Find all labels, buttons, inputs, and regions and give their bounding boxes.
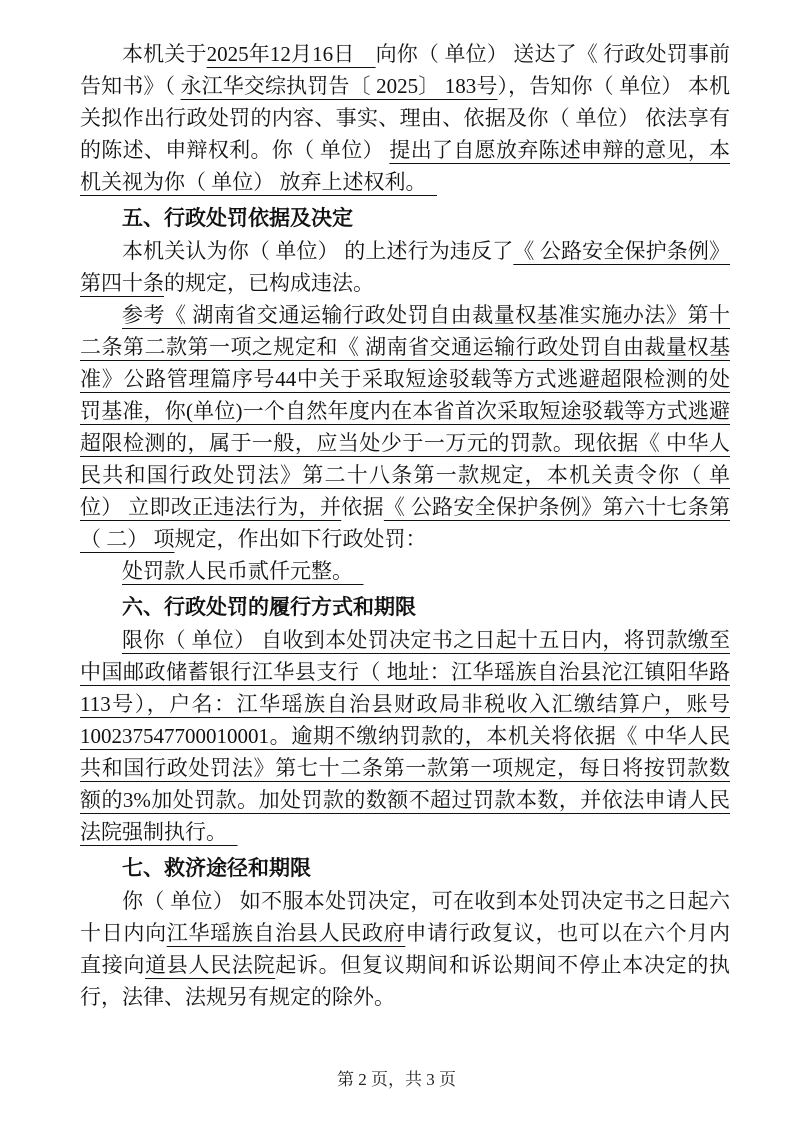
paragraph-discretion-basis (80, 299, 730, 555)
paragraph-remedy-channels (80, 885, 730, 1013)
notice-rights-text: ），告知你（ 单位） 本机关拟作出行政处罚的内容、事实、理由、依据及你（ 单位） 依法享有的陈述、申辩权利。你（ 单位） (80, 74, 731, 162)
remedy-lead-text: 你（ 单位） 如不服本处罚决定，可在收到本处罚决定书之日起六十日内向 (80, 889, 730, 945)
violation-lead-text: 本机关认为你（ 单位） 的上述行为违反了 (122, 239, 514, 263)
paragraph-violation-finding (80, 235, 730, 299)
paragraph-penalty-amount (80, 555, 730, 587)
review-authority-filled: 江华瑶族自治县人民政府 (166, 921, 406, 945)
notice-lead-text: 本机关于 (122, 42, 207, 66)
remedy-mid-text: 申请行政复议，也可以在六个月内直接向 (80, 921, 731, 977)
section7-heading: 七、救济途径和期限 (122, 857, 311, 880)
violation-tail-text: 的规定，已构成违法。 (164, 271, 374, 295)
basis-tail-text: 规定，作出如下行政处罚： (174, 527, 427, 551)
notice-mid-text: 向你（ 单位） 送达了《 行政处罚事前告知书》（ (80, 42, 731, 98)
penalty-amount-filled: 处罚款人民币贰仟元整。 (122, 559, 364, 583)
page-number-footer: 第 2 页，共 3 页 (337, 1070, 456, 1089)
notice-waiver-filled: 提出了自愿放弃陈述申辩的意见，本机关视为你（ 单位） 放弃上述权利。 (80, 138, 731, 194)
payment-instructions-filled: 限你（ 单位） 自收到本处罚决定书之日起十五日内，将罚款缴至中国邮政储蓄银行江华县支行（ 地址：江华瑶族自治县沱江镇阳华路113号），户名：江华瑶族自治县财政局非税收入汇缴结算户，账号100237547700010001。逾期不缴纳罚款的，本机关将依据《 中华人民共和国行政处罚法》第七十二条第一款第一项规定，每日将按罚款数额的3%加处罚款。加处罚款的数额不超过罚款本数，并依法申请人民法院强制执行。 (80, 628, 730, 844)
discretion-basis-filled: 参考《 湖南省交通运输行政处罚自由裁量权基准实施办法》第十二条第二款第一项之规定和《 湖南省交通运输行政处罚自由裁量权基准》公路管理篇序号44中关于采取短途驳载等方式逃避超限检测的处罚基准，你(单位)一个自然年度内在本省首次采取短途驳载等方式逃避超限检测的，属于一般，应当处少于一万元的罚款。现依据《 中华人民共和国行政处罚法》第二十八条第一款规定，本机关责令你（ 单位） 立即改正违法行为，并 (80, 303, 730, 519)
court-name-filled: 道县人民法院 (145, 953, 276, 977)
penalty-law-filled: 《 公路安全保护条例》第六十七条第（ 二） 项 (80, 495, 731, 551)
paragraph-prior-notice (80, 38, 730, 198)
violated-law-filled: 《 公路安全保护条例》第四十条 (80, 239, 731, 295)
section6-heading: 六、行政处罚的履行方式和期限 (122, 596, 416, 619)
notice-date-filled: 2025年12月16日 (206, 42, 376, 66)
basis-connector-text: 依据 (341, 495, 384, 519)
paragraph-payment-instructions (80, 624, 730, 848)
notice-document-number-filled: 永江华交综执罚告〔 2025〕 183号 (180, 74, 498, 98)
remedy-tail-text: 起诉。但复议期间和诉讼期间不停止本决定的执行，法律、法规另有规定的除外。 (80, 953, 731, 1009)
section5-heading: 五、行政处罚依据及决定 (122, 207, 353, 230)
